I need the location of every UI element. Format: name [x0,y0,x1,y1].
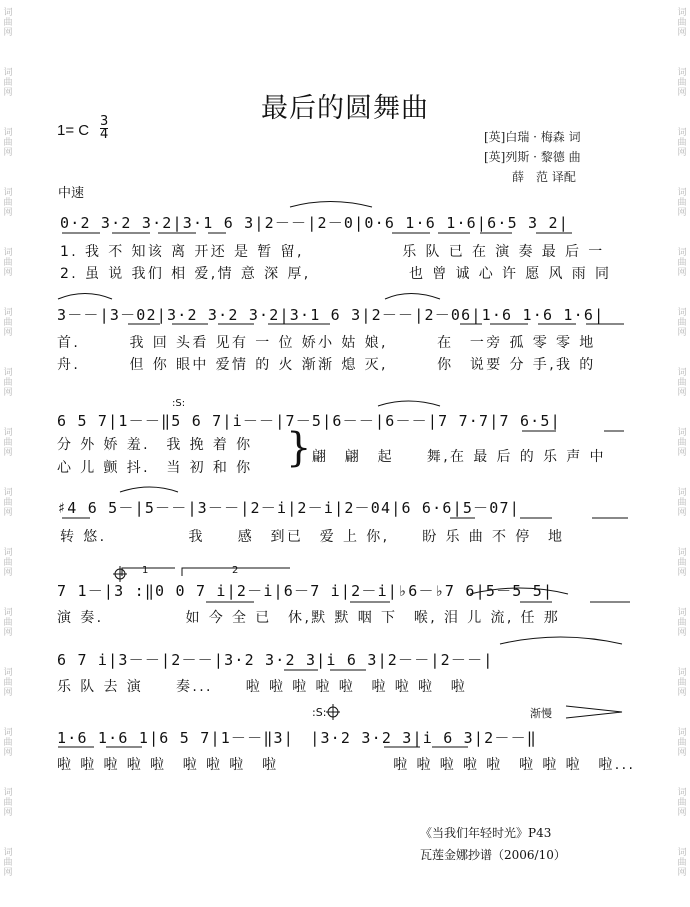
ritardando-marking: 渐慢 [530,707,552,720]
notation-line-5: 7 1－|3 :‖0 0 7 i|2－i|6－7 i|2－i|♭6－♭7 6|5－5 5| [57,582,554,600]
tie-arc [470,588,568,594]
coda-symbol-2 [326,704,340,720]
notation-line-1: 0·2 3·2 3·2|3·1 6 3|2－－|2－0|0·6 1·6 1·6|6·5 3 2| [60,214,569,232]
lyric-line-7: 啦 啦 啦 啦 啦 啦 啦 啦 啦 啦 啦 啦 啦 啦 啦 啦 啦 啦... [57,757,636,773]
lyric-line-4: 转 悠. 我 感 到已 爱 上 你, 盼 乐 曲 不 停 地 [60,529,565,545]
lyricist-credit: [英]白瑞 · 梅森 词 [484,130,581,144]
tie-arc [500,637,622,644]
lyric-line-1-verse-2: 2. 虽 说 我们 相 爱,情 意 深 厚, 也 曾 诚 心 许 愿 风 雨 同 [60,266,612,282]
volta-1-number: 1 [142,565,149,576]
notation-line-6: 6 7 i|3－－|2－－|3·2 3·2 3|i 6 3|2－－|2－－| [57,651,494,669]
tie-arc [290,202,372,208]
time-signature: 3 4 [100,114,109,142]
lyric-line-1-verse-1: 1. 我 不 知该 离 开还 是 暂 留, 乐 队 已 在 演 奏 最 后 一 [60,244,605,260]
composer-credit: [英]列斯 · 黎德 曲 [484,150,581,164]
song-title: 最后的圆舞曲 [261,93,429,124]
lyric-line-6: 乐 队 去 演 奏... 啦 啦 啦 啦 啦 啦 啦 啦 啦 [57,679,468,695]
lyric-line-3-shared: 翩 翩 起 舞,在 最 后 的 乐 声 中 [312,449,606,465]
watermark-right: 词 曲 网 词 曲 网 词 曲 网 词 曲 网 词 曲 网 词 曲 网 词 曲 网 词 曲 网 词 曲 网 词 曲 网 词 曲 网 词 曲 网 词 曲 网 词 曲 网 词 曲 网 [677,8,687,878]
tie-arc [385,294,440,300]
segno-marks [312,706,326,719]
tie-arc [120,487,178,492]
lyric-line-3-verse-2: 心 儿 颤 抖. 当 初 和 你 [57,460,253,476]
volta-2-number: 2 [232,565,239,576]
notation-line-4: ♯4 6 5－|5－－|3－－|2－i|2－i|2－04|6 6·6|5－07| [57,499,520,517]
tie-arc [378,401,440,406]
lyric-line-3-verse-1: 分 外 娇 羞. 我 挽 着 你 [57,437,253,453]
translator-credit: 薛 范 译配 [512,170,576,184]
notation-line-3: 6 5 7|1－－‖5 6 7|i－－|7－5|6－－|6－－|7 7·7|7 6·5| [57,412,561,430]
segno-mark: :S: [172,398,186,409]
key-signature: 1= C [57,122,90,139]
lyric-line-5: 演 奏. 如 今 全 已 休,默 默 咽 下 喉, 泪 儿 流, 任 那 [57,610,561,626]
tempo-marking: 中速 [58,186,85,201]
notation-line-7: 1·6 1·6 1|6 5 7|1－－‖3| |3·2 3·2 3|i 6 3|2－－‖ [57,729,538,747]
ritardando-hairpin [566,706,622,718]
source-reference: 《当我们年轻时光》P43 [420,826,552,840]
lyric-line-2-verse-2: 舟. 但 你 眼中 爱情 的 火 渐渐 熄 灭, 你 说要 分 手,我 的 [57,357,596,373]
tie-arc [58,294,112,300]
svg-text::S:: :S: [312,706,327,719]
volta-1-bracket [122,568,175,576]
notation-line-2: 3－－|3－02|3·2 3·2 3·2|3·1 6 3|2－－|2－06|1·6 1·6 1·6| [57,306,605,324]
lyric-line-2-verse-1: 首. 我 回 头看 见有 一 位 娇小 姑 娘, 在 一旁 孤 零 零 地 [57,335,596,351]
transcriber-note: 瓦莲金娜抄谱（2006/10） [420,848,566,862]
verse-brace: } [286,425,312,471]
watermark-left: 词 曲 网 词 曲 网 词 曲 网 词 曲 网 词 曲 网 词 曲 网 词 曲 网 词 曲 网 词 曲 网 词 曲 网 词 曲 网 词 曲 网 词 曲 网 词 曲 网 词 曲 网 [3,8,13,878]
volta-2-bracket [182,568,290,576]
